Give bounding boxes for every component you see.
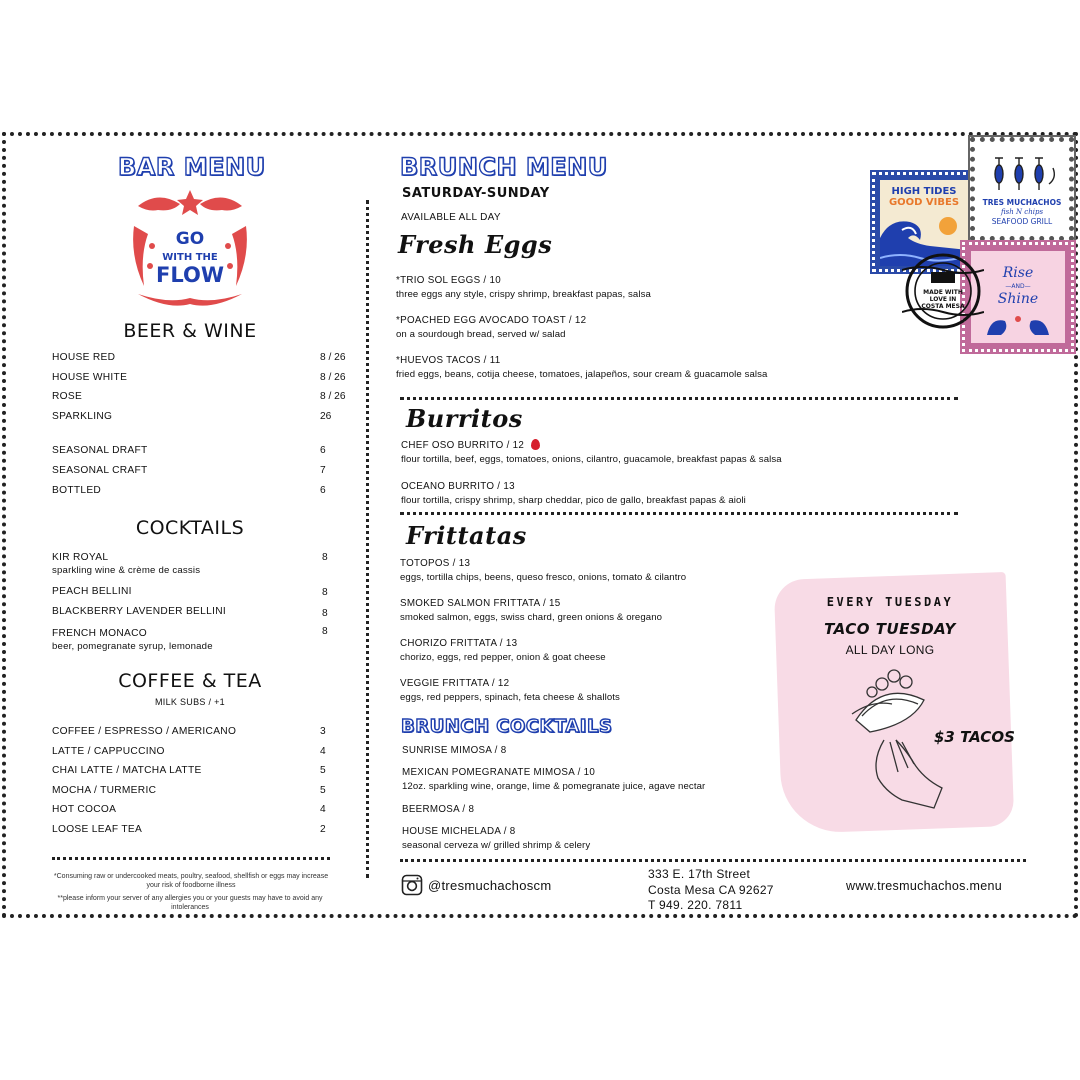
- milk-subs-note: MILK SUBS / +1: [155, 697, 225, 707]
- bar-menu-item: SEASONAL DRAFT: [52, 445, 148, 456]
- bar-cocktail-price: 8: [322, 552, 328, 563]
- brunch-menu-title: BRUNCH MENU: [400, 153, 608, 181]
- go-with-the-flow-logo: [128, 186, 252, 310]
- section-divider: [400, 512, 958, 515]
- footer-divider: [400, 859, 1026, 862]
- disclaimer-allergy: **please inform your server of any allergies you or your guests may have to avoid any intolerances: [57, 895, 323, 911]
- bar-menu-price: 26: [320, 411, 332, 422]
- brunch-item: SUNRISE MIMOSA / 8: [402, 745, 507, 756]
- bar-menu-item: HOUSE WHITE: [52, 372, 128, 383]
- bar-menu-price: 6: [320, 445, 326, 456]
- column-divider: [366, 200, 369, 878]
- bar-menu-price: 8 / 26: [320, 372, 346, 383]
- rise-line1: Rise: [1002, 265, 1034, 281]
- cocktails-heading: COCKTAILS: [135, 517, 245, 539]
- bar-cocktail-price: 8: [322, 587, 328, 598]
- disclaimer-raw: *Consuming raw or undercooked meats, poultry, seafood, shellfish or eggs may increase your risk of foodborne illness: [53, 873, 329, 889]
- bar-menu-price: 7: [320, 465, 326, 476]
- beer-wine-heading: BEER & WINE: [123, 320, 257, 342]
- bar-menu-item: SEASONAL CRAFT: [52, 465, 148, 476]
- bar-menu-price: 3: [320, 726, 326, 737]
- bar-cocktail-item: BLACKBERRY LAVENDER BELLINI: [52, 606, 226, 617]
- chili-pepper-icon: [531, 439, 540, 450]
- high-tides-line1: HIGH TIDES: [891, 186, 957, 197]
- brunch-item: *POACHED EGG AVOCADO TOAST / 12 on a sourdough bread, served w/ salad: [396, 315, 587, 340]
- brunch-item: *HUEVOS TACOS / 11 fried eggs, beans, cotija cheese, tomatoes, jalapeños, sour cream & guacamole salsa: [396, 355, 768, 380]
- instagram-icon[interactable]: [401, 874, 423, 896]
- bar-cocktail-item: KIR ROYAL sparkling wine & crème de cassis: [52, 552, 201, 576]
- postmark-line2: LOVE IN: [929, 296, 957, 303]
- address-line1: 333 E. 17th Street: [648, 867, 751, 881]
- bar-menu-price: 4: [320, 746, 326, 757]
- frittatas-heading: Frittatas: [406, 521, 527, 550]
- tres-muchachos-stamp: [970, 137, 1074, 241]
- postmark-stamp: [902, 250, 984, 332]
- bar-menu-item: COFFEE / ESPRESSO / AMERICANO: [52, 726, 237, 737]
- brunch-item: CHORIZO FRITTATA / 13 chorizo, eggs, red pepper, onion & goat cheese: [400, 638, 606, 663]
- brunch-item: VEGGIE FRITTATA / 12 eggs, red peppers, spinach, feta cheese & shallots: [400, 678, 620, 703]
- postmark-line1: MADE WITH: [923, 289, 963, 296]
- bar-menu-item: MOCHA / TURMERIC: [52, 785, 157, 796]
- brunch-item: SMOKED SALMON FRITTATA / 15 smoked salmon, eggs, swiss chard, green onions & oregano: [400, 598, 663, 623]
- brunch-item: TOTOPOS / 13 eggs, tortilla chips, beens, queso fresco, onions, tomato & cilantro: [400, 558, 687, 583]
- bar-cocktail-price: 8: [322, 626, 328, 637]
- taco-price: $3 TACOS: [934, 728, 1015, 746]
- bar-cocktail-price: 8: [322, 608, 328, 619]
- bar-cocktail-item: PEACH BELLINI: [52, 586, 132, 597]
- taco-every-tuesday: EVERY TUESDAY: [826, 595, 954, 609]
- coffee-tea-heading: COFFEE & TEA: [118, 670, 262, 692]
- bar-menu-price: 2: [320, 824, 326, 835]
- fresh-eggs-heading: Fresh Eggs: [398, 230, 553, 259]
- bar-menu-item: HOT COCOA: [52, 804, 117, 815]
- phone-number[interactable]: T 949. 220. 7811: [648, 898, 743, 912]
- website-link[interactable]: www.tresmuchachos.menu: [846, 879, 1002, 893]
- logo-line3: FLOW: [156, 263, 224, 287]
- fish-figures-icon: [987, 154, 1059, 194]
- bar-menu-item: HOUSE RED: [52, 352, 116, 363]
- brunch-days: SATURDAY-SUNDAY: [402, 186, 550, 201]
- bar-menu-price: 8 / 26: [320, 391, 346, 402]
- brunch-item: OCEANO BURRITO / 13 flour tortilla, crispy shrimp, sharp cheddar, pico de gallo, breakfast papas & aioli: [401, 481, 746, 506]
- logo-line1: GO: [175, 229, 205, 249]
- address-line2: Costa Mesa CA 92627: [648, 883, 774, 897]
- section-divider: [400, 397, 958, 400]
- bar-menu-price: 6: [320, 485, 326, 496]
- brunch-item: BEERMOSA / 8: [402, 804, 475, 815]
- brunch-item: HOUSE MICHELADA / 8 seasonal cerveza w/ grilled shrimp & celery: [402, 826, 591, 851]
- rise-line3: Shine: [997, 291, 1039, 307]
- tres-line3: SEAFOOD GRILL: [991, 217, 1053, 226]
- postmark-line3: COSTA MESA: [921, 303, 965, 310]
- tres-line2: fish N chips: [1000, 208, 1044, 216]
- brunch-item: CHEF OSO BURRITO / 12 flour tortilla, beef, eggs, tomatoes, onions, cilantro, guacamole, breakfast papas & salsa: [401, 440, 782, 465]
- bar-menu-item: LATTE / CAPPUCCINO: [52, 746, 165, 757]
- bar-divider: [52, 857, 330, 860]
- tres-line1: TRES MUCHACHOS: [982, 198, 1062, 207]
- high-tides-line2: GOOD VIBES: [888, 197, 960, 208]
- rise-line2: —AND—: [1005, 283, 1031, 290]
- bar-menu-item: CHAI LATTE / MATCHA LATTE: [52, 765, 202, 776]
- birds-icon: [981, 311, 1055, 339]
- brunch-item: MEXICAN POMEGRANATE MIMOSA / 10 12oz. sparkling wine, orange, lime & pomegranate juice, agave nectar: [402, 767, 706, 792]
- logo-line2: WITH THE: [162, 252, 218, 263]
- bar-menu-price: 5: [320, 785, 326, 796]
- taco-tuesday-title: TACO TUESDAY: [824, 620, 956, 638]
- taco-all-day-long: ALL DAY LONG: [845, 643, 935, 657]
- brunch-availability: AVAILABLE ALL DAY: [401, 212, 501, 223]
- burritos-heading: Burritos: [406, 404, 523, 433]
- bar-menu-item: ROSE: [52, 391, 83, 402]
- bar-menu-title: BAR MENU: [118, 153, 266, 181]
- brunch-item: *TRIO SOL EGGS / 10 three eggs any style, crispy shrimp, breakfast papas, salsa: [396, 275, 651, 300]
- bar-menu-item: BOTTLED: [52, 485, 102, 496]
- bar-menu-item: LOOSE LEAF TEA: [52, 824, 143, 835]
- bar-menu-price: 8 / 26: [320, 352, 346, 363]
- brunch-cocktails-heading: BRUNCH COCKTAILS: [401, 716, 613, 737]
- bar-menu-price: 5: [320, 765, 326, 776]
- bar-cocktail-item: FRENCH MONACO beer, pomegranate syrup, lemonade: [52, 628, 213, 652]
- instagram-handle[interactable]: @tresmuchachoscm: [428, 878, 552, 893]
- bar-menu-item: SPARKLING: [52, 411, 113, 422]
- bar-menu-price: 4: [320, 804, 326, 815]
